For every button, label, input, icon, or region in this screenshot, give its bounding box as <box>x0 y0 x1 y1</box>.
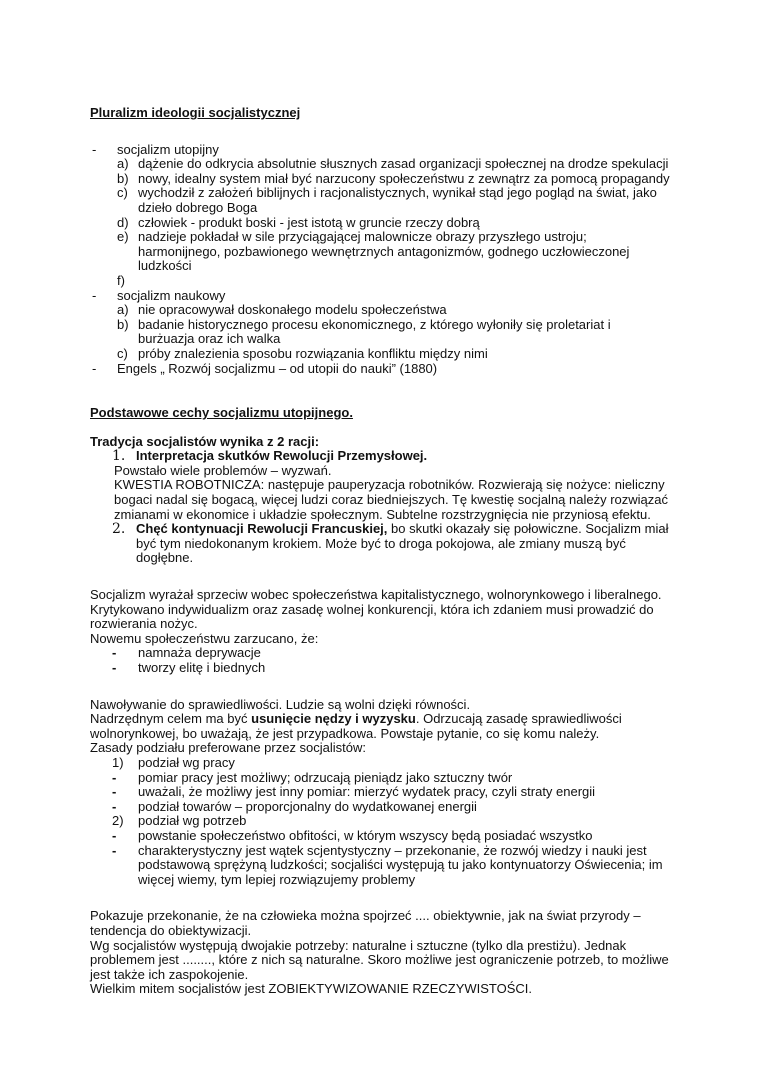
reason-title: Chęć kontynuacji Rewolucji Francuskiej, <box>136 521 388 537</box>
item-label: socjalizm naukowy <box>117 287 226 303</box>
sub-item <box>90 347 670 362</box>
paragraph: Wg socjalistów występują dwojakie potrzeby: naturalne i sztuczne (tylko dla prestiżu). Jednak problemem jest ........, które z nich są naturalne. Skoro możliwe jest ograniczenie potrzeb, to możliwe jest także ich zaspokojenie. <box>90 937 669 982</box>
sub-marker: a) <box>117 156 129 172</box>
paragraph: Zasady podziału preferowane przez socjalistów: <box>90 740 367 756</box>
reason-item <box>90 449 670 464</box>
list-text: namnaża deprywacje <box>138 645 261 661</box>
emphasis: usunięcie nędzy i wyzysku <box>251 711 416 727</box>
text-run: . Odrzucają zasadę sprawiedliwości wolnorynkowej, bo uważają, że jest przypadkowa. Powstaje pytanie, co się komu należy. <box>90 711 622 741</box>
sub-text: wychodził z założeń biblijnych i racjonalistycznych, wynikał stąd jego pogląd na świat, jako dzieło dobrego Boga <box>138 185 657 215</box>
sub-marker: e) <box>117 229 129 245</box>
reason-text: bo skutki okazały się połowiczne. Socjalizm miał być tym niedokonanym krokiem. Może być to droga pokojowa, ale zmiany muszą być dogłębne. <box>136 521 669 566</box>
dash-marker: - <box>112 827 117 843</box>
paragraph <box>90 712 670 741</box>
sub-text: nowy, idealny system miał być narzucony społeczeństwu z zewnątrz za pomocą propagandy <box>138 170 670 186</box>
list-text: podział towarów – proporcjonalny do wydatkowanej energii <box>138 798 477 814</box>
sub-marker: c) <box>117 345 128 361</box>
paragraph: Wielkim mitem socjalistów jest ZOBIEKTYWIZOWANIE RZECZYWISTOŚCI. <box>90 981 533 997</box>
reason-line: Powstało wiele problemów – wyzwań. <box>114 462 332 478</box>
sub-text: próby znalezienia sposobu rozwiązania konfliktu między nimi <box>138 345 488 361</box>
list-item <box>90 844 670 888</box>
section-title: Pluralizm ideologii socjalistycznej <box>90 105 301 120</box>
sub-item <box>90 318 670 347</box>
paragraph: Socjalizm wyrażał sprzeciw wobec społeczeństwa kapitalistycznego, wolnorynkowego i liberalnego. Krytykowano indywidualizm oraz zasadę wolnej konkurencji, która ich zdaniem musi prowadzić do rozwierania nożyc. <box>90 587 662 632</box>
list-text: uważali, że możliwy jest inny pomiar: mierzyć wydatek pracy, czyli straty energii <box>138 784 596 800</box>
sub-marker: b) <box>117 316 129 332</box>
dash-marker: - <box>92 360 97 376</box>
document-page <box>90 106 670 997</box>
sub-marker: b) <box>117 170 129 186</box>
reason-item <box>90 522 670 566</box>
list-marker: 2) <box>112 813 124 829</box>
sub-marker: d) <box>117 214 129 230</box>
sub-item <box>90 157 670 172</box>
reason-number: 1. <box>112 448 126 465</box>
dash-marker: - <box>112 660 117 675</box>
sub-item <box>90 303 670 318</box>
dash-marker: - <box>112 769 117 785</box>
list-marker: 1) <box>112 754 124 770</box>
sub-item <box>90 172 670 187</box>
list-text: podział wg pracy <box>138 754 235 770</box>
lead-text: Tradycja socjalistów wynika z 2 racji: <box>90 433 320 449</box>
dash-marker: - <box>112 798 117 814</box>
list-text: pomiar pracy jest możliwy; odrzucają pieniądz jako sztuczny twór <box>138 769 513 785</box>
list-item <box>90 829 670 844</box>
item-label: socjalizm utopijny <box>117 141 219 157</box>
list-item <box>90 800 670 815</box>
list-text: powstanie społeczeństwo obfitości, w którym wszyscy będą posiadać wszystko <box>138 827 593 843</box>
sub-item <box>90 274 670 289</box>
sub-item <box>90 230 670 274</box>
list-item <box>90 756 670 771</box>
sub-text: dążenie do odkrycia absolutnie słusznych zasad organizacji społecznej na drodze spekulacji <box>138 156 669 172</box>
sub-marker: f) <box>117 272 125 288</box>
ideology-list <box>90 143 670 377</box>
list-item <box>90 771 670 786</box>
dash-marker: - <box>112 842 117 858</box>
sub-text: badanie historycznego procesu ekonomicznego, z którego wyłoniły się proletariat i burżuazja oraz ich walka <box>138 316 611 347</box>
list-text: charakterystyczny jest wątek scjentystyczny – przekonanie, że rozwój wiedzy i nauki jest podstawową sprężyną ludzkości; socjaliści występują tu jako kontynuatorzy Oświecenia; im więcej wiemy, tym lepiej rozwiązujemy problemy <box>138 842 663 887</box>
list-item-scientific <box>90 289 670 304</box>
sub-marker: a) <box>117 302 129 318</box>
list-item <box>90 661 670 676</box>
dash-marker: - <box>92 287 97 303</box>
paragraph: Pokazuje przekonanie, że na człowieka można spojrzeć .... obiektywnie, jak na świat przyrody – tendencja do obiektywizacji. <box>90 908 641 938</box>
list-item <box>90 814 670 829</box>
sub-text: człowiek - produkt boski - jest istotą w gruncie rzeczy dobrą <box>138 214 480 230</box>
paragraph: Nawoływanie do sprawiedliwości. Ludzie są wolni dzięki równości. <box>90 696 471 712</box>
sub-text: nie opracowywał doskonałego modelu społeczeństwa <box>138 302 447 318</box>
list-text: podział wg potrzeb <box>138 813 247 829</box>
paragraph: Nowemu społeczeństwu zarzucano, że: <box>90 630 319 646</box>
list-item <box>90 646 670 661</box>
reason-title: Interpretacja skutków Rewolucji Przemysłowej. <box>136 448 428 464</box>
list-item <box>90 785 670 800</box>
dash-marker: - <box>112 645 117 661</box>
sub-item <box>90 216 670 231</box>
text-run: Nadrzędnym celem ma być <box>90 711 252 727</box>
list-text: tworzy elitę i biednych <box>138 660 266 675</box>
sub-item <box>90 186 670 215</box>
list-item-utopian <box>90 143 670 158</box>
dash-marker: - <box>92 141 97 157</box>
list-item-engels <box>90 362 670 377</box>
sub-text: nadzieje pokładał w sile przyciągającej malownicze obrazy przyszłego ustroju; harmonijnego, pozbawionego wewnętrznych antagonizmów, godnego uczłowieczonej ludzkości <box>138 229 630 274</box>
section-title: Podstawowe cechy socjalizmu utopijnego. <box>90 405 353 421</box>
reason-paragraph: KWESTIA ROBOTNICZA: następuje pauperyzacja robotników. Rozwierają się nożyce: nieliczny bogaci nadal się bogacą, więcej ludzi coraz biedniejszych. Tę kwestię socjalną należy rozwiązać zmianami w ekonomice i układzie społecznym. Subtelne rozstrzygnięcia nie przyniosą efektu. <box>114 477 668 522</box>
sub-marker: c) <box>117 185 128 201</box>
dash-marker: - <box>112 784 117 800</box>
item-label: Engels „ Rozwój socjalizmu – od utopii do nauki” (1880) <box>117 360 438 376</box>
reason-number: 2. <box>112 521 126 538</box>
